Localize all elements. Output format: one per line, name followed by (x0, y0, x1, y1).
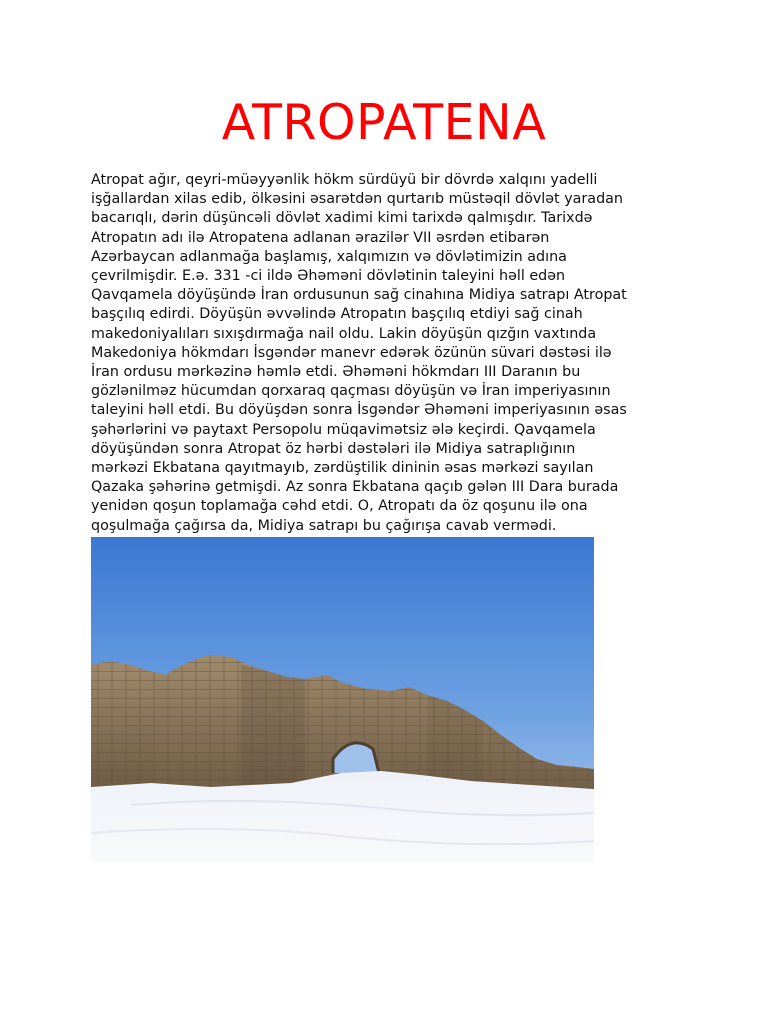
text-line: taleyini həll etdi. Bu döyüşdən sonra İsgəndər Əhəməni imperiyasının əsas (91, 402, 627, 419)
text-line: Qavqamela döyüşündə İran ordusunun sağ cinahına Midiya satrapı Atropat (91, 287, 627, 304)
fortress-ruins-photo (91, 537, 594, 862)
text-line: makedoniyalıları sıxışdırmağa nail oldu. Lakin döyüşün qızğın vaxtında (91, 325, 597, 342)
text-line: Qazaka şəhərinə getmişdi. Az sonra Ekbatana qaçıb gələn III Dara burada (91, 479, 619, 496)
text-line: yenidən qoşun toplamağa cəhd etdi. O, Atropatı da öz qoşunu ilə ona (91, 498, 588, 515)
text-line: işğallardan xilas edib, ölkəsini əsarətdən qurtarıb müstəqil dövlət yaradan (91, 191, 623, 208)
text-line: başçılıq edirdi. Döyüşün əvvəlində Atropatın başçılıq etdiyi sağ cinah (91, 306, 583, 323)
text-line: Makedoniya hökmdarı İsgəndər manevr edərək özünün süvari dəstəsi ilə (91, 344, 612, 361)
text-line: Atropat ağır, qeyri-müəyyənlik hökm sürdüyü bir dövrdə xalqını yadelli (91, 172, 598, 188)
snow-ground (91, 771, 594, 862)
text-line: Atropatın adı ilə Atropatena adlanan ərazilər VII əsrdən etibarən (91, 229, 550, 246)
text-line: Azərbaycan adlanmağa başlamış, xalqımızın və dövlətimizin adına (91, 248, 567, 265)
page-title: ATROPATENA (221, 94, 547, 151)
text-line: şəhərlərini və paytaxt Persopolu müqavimətsiz ələ keçirdi. Qavqamela (91, 421, 596, 438)
text-line: qoşulmağa çağırsa da, Midiya satrapı bu çağırışa cavab vermədi. (91, 517, 557, 534)
text-line: döyüşündən sonra Atropat öz hərbi dəstələri ilə Midiya satraplığının (91, 440, 576, 457)
text-line: çevrilmişdir. E.ə. 331 -ci ildə Əhəməni dövlətinin taleyini həll edən (91, 268, 566, 285)
text-line: bacarıqlı, dərin düşüncəli dövlət xadimi kimi tarixdə qalmışdır. Tarixdə (91, 210, 593, 227)
text-line: gözlənilməz hücumdan qorxaraq qaçması döyüşün və İran imperiyasının (91, 383, 611, 400)
text-line: mərkəzi Ekbatana qayıtmayıb, zərdüştilik dininin əsas mərkəzi sayılan (91, 460, 594, 477)
text-line: İran ordusu mərkəzinə həmlə etdi. Əhəməni hökmdarı III Daranın bu (91, 364, 581, 381)
body-paragraph (91, 171, 691, 536)
